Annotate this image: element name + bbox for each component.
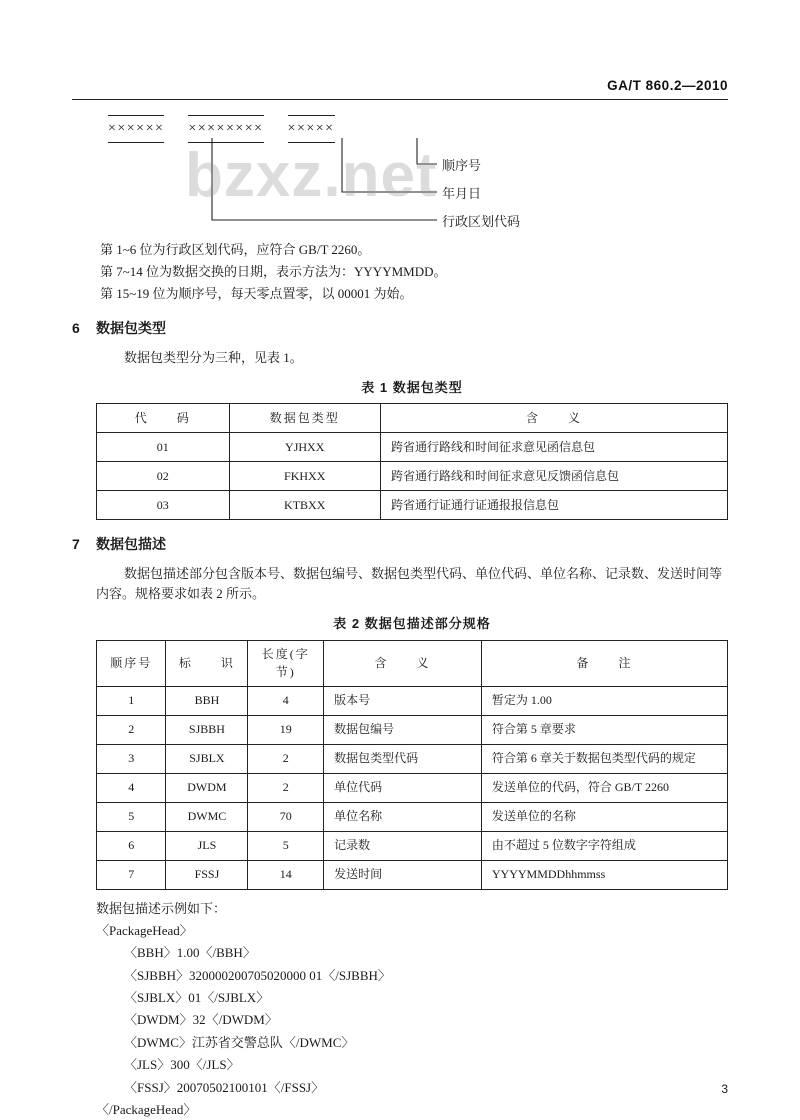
example-line: 〈BBH〉1.00〈/BBH〉	[124, 945, 256, 961]
table-2-header-remark: 备 注	[481, 640, 727, 686]
table-2-cell-length: 2	[248, 744, 324, 773]
diagram-legend-sequence: 顺序号	[442, 158, 482, 173]
table-1-package-types	[96, 403, 728, 520]
table-2-caption: 表 2 数据包描述部分规格	[333, 616, 491, 632]
example-line: 〈PackageHead〉	[96, 923, 193, 939]
section-7-number: 7	[72, 536, 80, 553]
example-line: 〈/PackageHead〉	[96, 1101, 197, 1117]
table-row	[97, 491, 728, 520]
table-2-cell-tag: DWDM	[166, 773, 248, 802]
table-2-cell-length: 19	[248, 715, 324, 744]
example-line: 〈SJBBH〉320000200705020000 01〈/SJBBH〉	[124, 967, 391, 983]
table-2-cell-remark: 符合第 6 章关于数据包类型代码的规定	[481, 744, 727, 773]
note-line-3: 第 15~19 位为顺序号，每天零点置零，以 00001 为始。	[100, 286, 413, 302]
code-group-text: ××××××	[108, 121, 165, 136]
table-1-header-type: 数据包类型	[229, 404, 380, 433]
diagram-legend-region: 行政区划代码	[442, 214, 521, 229]
table-1-cell-type: FKHXX	[229, 462, 380, 491]
table-2-cell-length: 5	[248, 831, 324, 860]
table-2-cell-meaning: 单位名称	[324, 802, 482, 831]
table-2-cell-tag: JLS	[166, 831, 248, 860]
table-2-header-seq: 顺序号	[97, 640, 166, 686]
table-2-header-meaning: 含 义	[324, 640, 482, 686]
table-2-cell-seq: 3	[97, 744, 166, 773]
example-line: 〈DWMC〉江苏省交警总队〈/DWMC〉	[124, 1034, 355, 1050]
section-7-heading	[72, 534, 728, 556]
example-intro: 数据包描述示例如下：	[96, 900, 227, 916]
table-1-cell-meaning: 跨省通行路线和时间征求意见函信息包	[380, 433, 727, 462]
section-6-title: 数据包类型	[96, 320, 166, 337]
table-2-package-description-spec	[96, 640, 728, 890]
page-number: 3	[721, 1082, 728, 1096]
table-2-cell-remark: 发送单位的名称	[481, 802, 727, 831]
table-row	[97, 715, 728, 744]
table-2-cell-seq: 6	[97, 831, 166, 860]
table-2-cell-length: 2	[248, 773, 324, 802]
table-2-cell-seq: 4	[97, 773, 166, 802]
table-2-cell-tag: FSSJ	[166, 860, 248, 889]
table-2-cell-meaning: 单位代码	[324, 773, 482, 802]
section-7	[72, 534, 728, 1120]
table-row	[97, 744, 728, 773]
table-2-cell-meaning: 数据包编号	[324, 715, 482, 744]
table-1-header-meaning: 含 义	[380, 404, 727, 433]
table-2-header-length: 长度(字节)	[248, 640, 324, 686]
note-line-2: 第 7~14 位为数据交换的日期，表示方法为：YYYYMMDD。	[100, 264, 447, 280]
code-structure-diagram	[72, 114, 728, 240]
watermark: bzxz.net	[185, 141, 438, 210]
section-6	[72, 318, 728, 520]
table-row	[97, 433, 728, 462]
section-7-paragraph: 数据包描述部分包含版本号、数据包编号、数据包类型代码、单位代码、单位名称、记录数、发送时间等内容。规格要求如表 2 所示。	[96, 566, 723, 602]
table-2-cell-meaning: 发送时间	[324, 860, 482, 889]
page-content	[72, 106, 728, 1120]
table-2-cell-remark: 由不超过 5 位数字字符组成	[481, 831, 727, 860]
table-row	[97, 831, 728, 860]
table-2-cell-meaning: 数据包类型代码	[324, 744, 482, 773]
table-header-row	[97, 640, 728, 686]
table-2-cell-seq: 5	[97, 802, 166, 831]
code-group-text: ××××××××	[188, 121, 264, 136]
table-2-cell-seq: 7	[97, 860, 166, 889]
table-2-cell-tag: SJBBH	[166, 715, 248, 744]
table-2-cell-remark: 发送单位的代码，符合 GB/T 2260	[481, 773, 727, 802]
note-line-1: 第 1~6 位为行政区划代码，应符合 GB/T 2260。	[100, 242, 371, 257]
table-2-cell-seq: 1	[97, 686, 166, 715]
page-header-standard-id: GA/T 860.2—2010	[607, 78, 728, 93]
table-1-cell-code: 01	[97, 433, 230, 462]
table-2-cell-tag: SJBLX	[166, 744, 248, 773]
table-2-cell-tag: DWMC	[166, 802, 248, 831]
code-group-text: ×××××	[287, 121, 335, 136]
table-2-cell-length: 4	[248, 686, 324, 715]
table-row	[97, 802, 728, 831]
example-line: 〈SJBLX〉01〈/SJBLX〉	[124, 990, 270, 1006]
table-1-cell-type: KTBXX	[229, 491, 380, 520]
table-1-cell-type: YJHXX	[229, 433, 380, 462]
xml-example-block	[96, 898, 728, 1120]
table-1-cell-code: 03	[97, 491, 230, 520]
header-divider	[72, 99, 728, 100]
section-7-title: 数据包描述	[96, 536, 166, 553]
example-line: 〈DWDM〉32〈/DWDM〉	[124, 1012, 278, 1028]
diagram-legend-date: 年月日	[442, 186, 482, 201]
table-2-cell-seq: 2	[97, 715, 166, 744]
diagram-leader-lines	[72, 114, 728, 240]
table-header-row	[97, 404, 728, 433]
table-row	[97, 773, 728, 802]
table-2-cell-length: 14	[248, 860, 324, 889]
section-6-paragraph: 数据包类型分为三种，见表 1。	[124, 350, 303, 366]
table-2-cell-length: 70	[248, 802, 324, 831]
table-1-cell-meaning: 跨省通行路线和时间征求意见反馈函信息包	[380, 462, 727, 491]
table-row	[97, 686, 728, 715]
table-2-cell-remark: 符合第 5 章要求	[481, 715, 727, 744]
table-1-header-code: 代 码	[97, 404, 230, 433]
table-row	[97, 860, 728, 889]
section-6-number: 6	[72, 320, 80, 337]
table-2-cell-remark: YYYYMMDDhhmmss	[481, 860, 727, 889]
table-1-cell-meaning: 跨省通行证通行证通报报信息包	[380, 491, 727, 520]
table-row	[97, 462, 728, 491]
section-6-heading	[72, 318, 728, 340]
table-2-cell-tag: BBH	[166, 686, 248, 715]
table-2-cell-meaning: 记录数	[324, 831, 482, 860]
table-2-cell-meaning: 版本号	[324, 686, 482, 715]
example-line: 〈FSSJ〉20070502100101〈/FSSJ〉	[124, 1079, 325, 1095]
table-1-caption: 表 1 数据包类型	[361, 380, 463, 396]
example-line: 〈JLS〉300〈/JLS〉	[124, 1057, 240, 1073]
table-2-cell-remark: 暂定为 1.00	[481, 686, 727, 715]
table-1-cell-code: 02	[97, 462, 230, 491]
table-2-header-tag: 标 识	[166, 640, 248, 686]
